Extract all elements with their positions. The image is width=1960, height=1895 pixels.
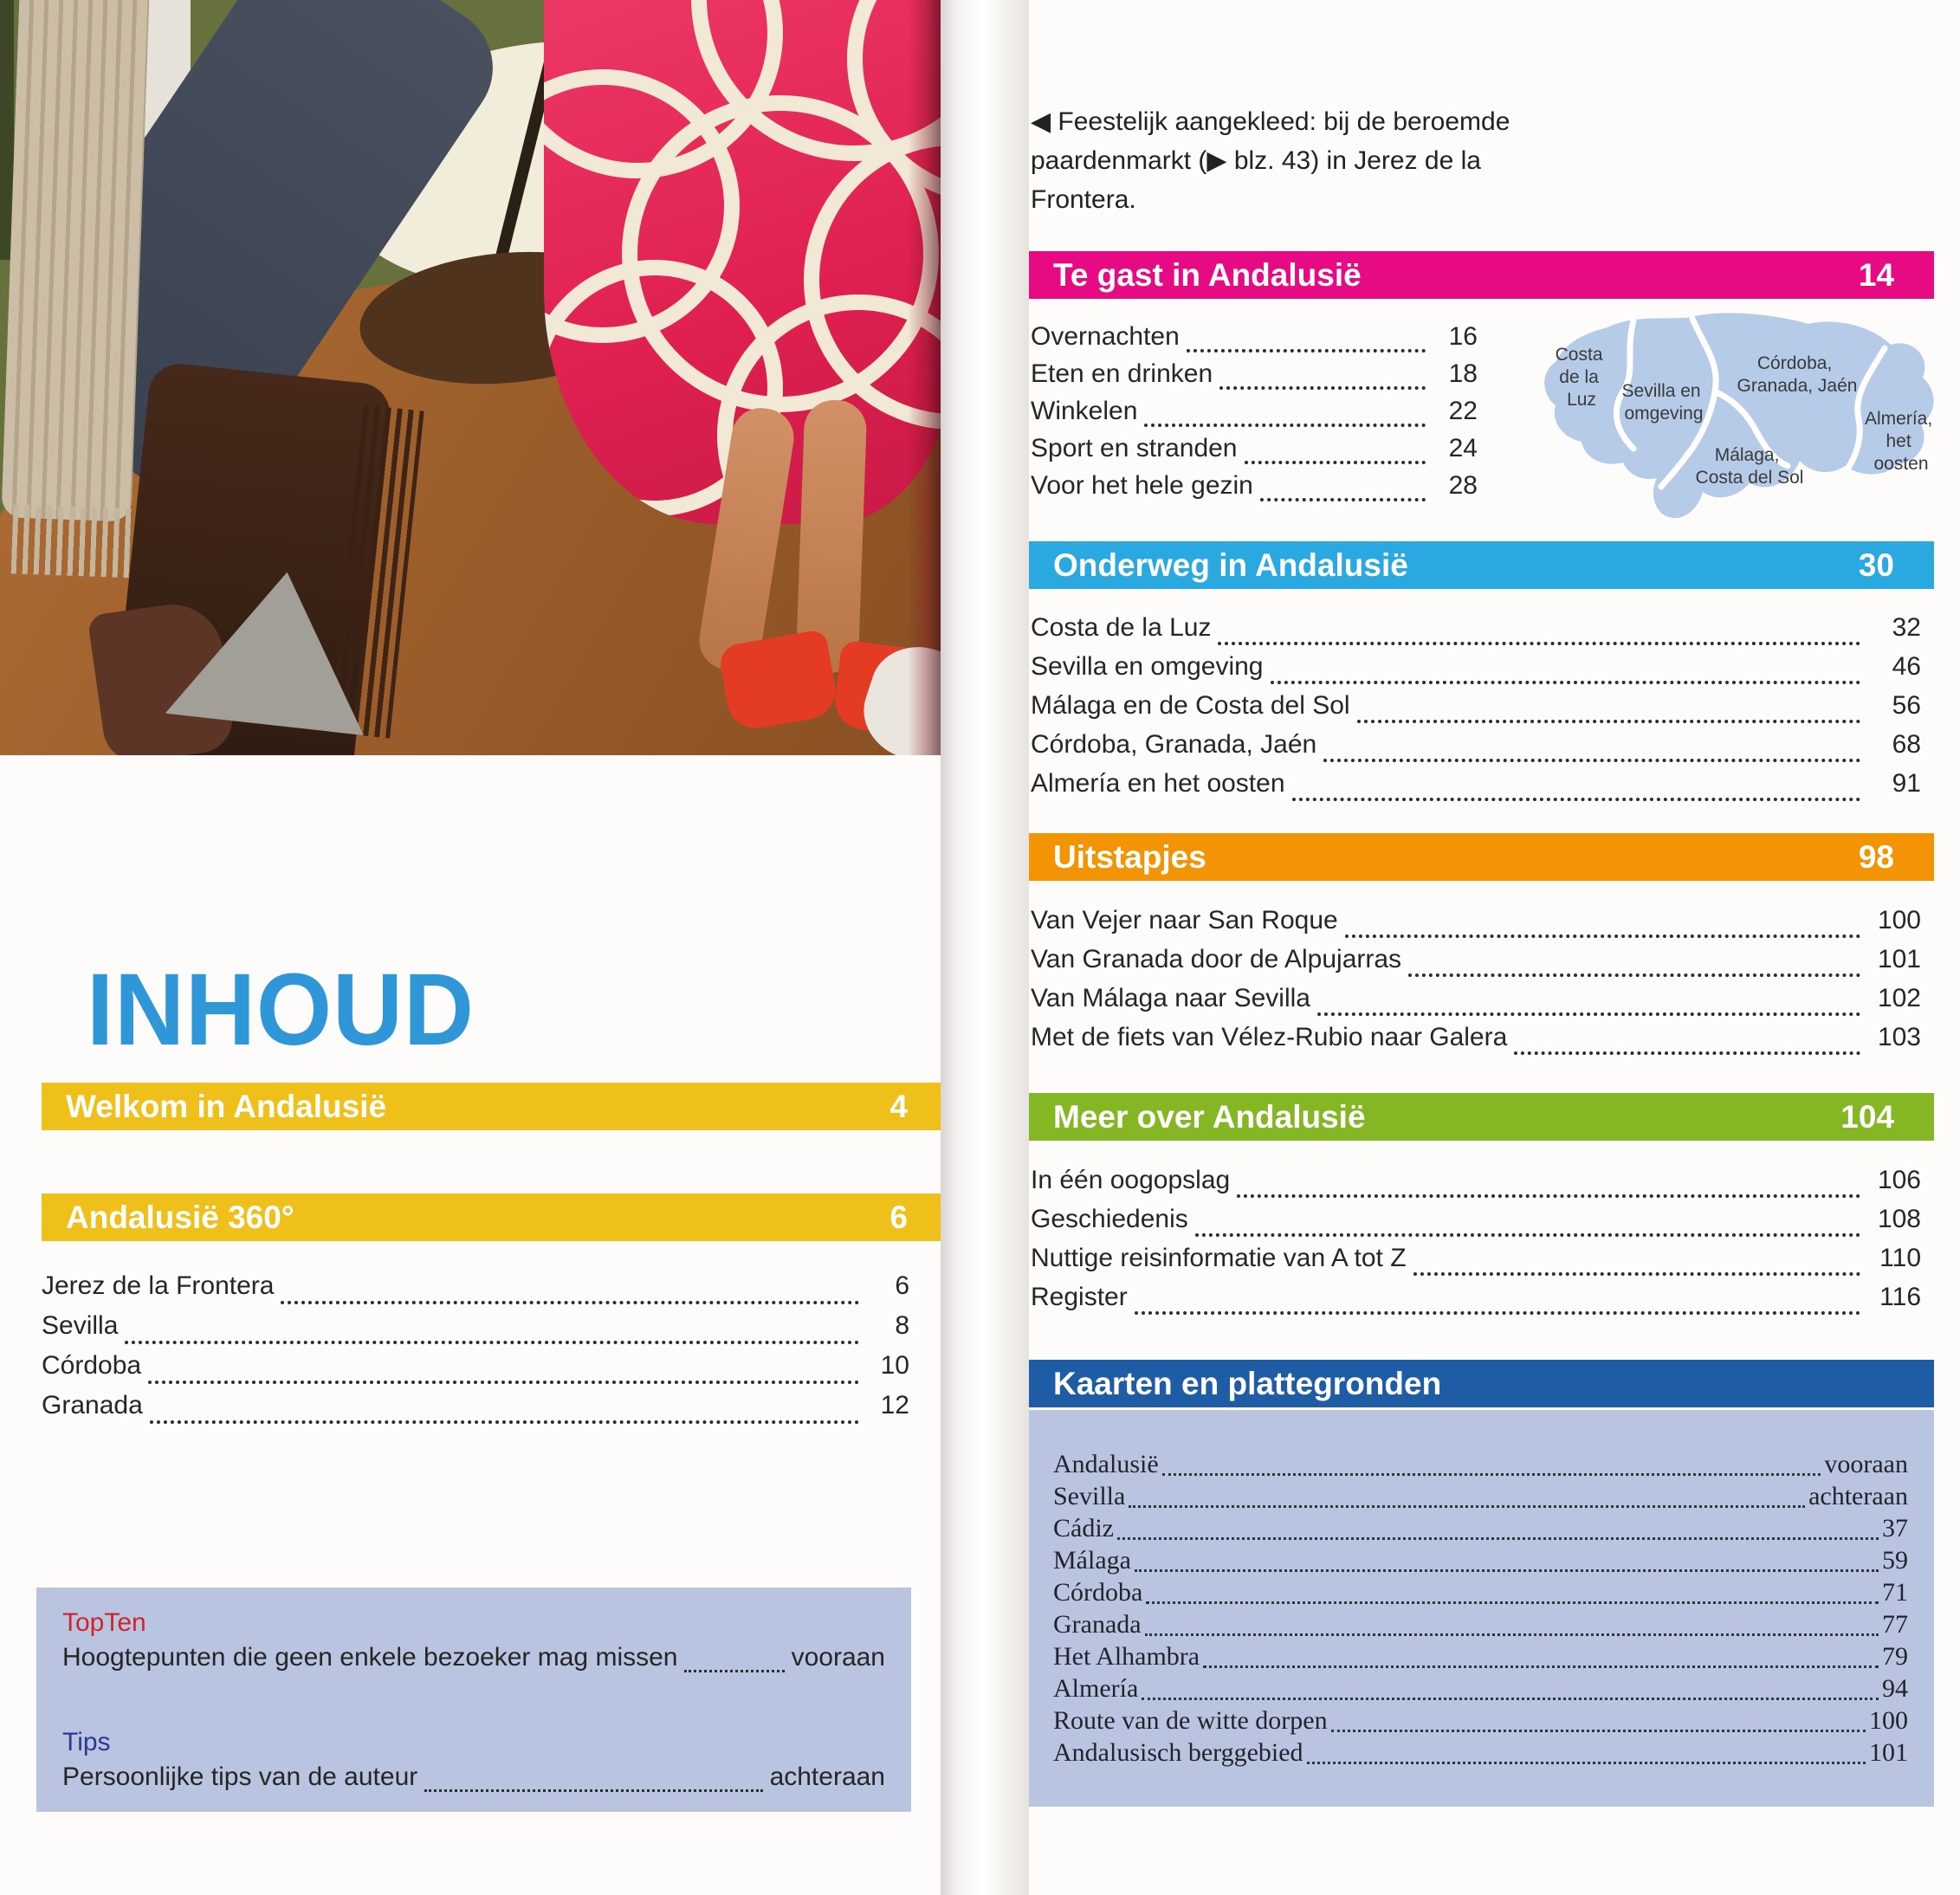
section-bar-kaarten — [1029, 1360, 1934, 1407]
toc-page: 32 — [1892, 613, 1921, 642]
toc-page: 79 — [1882, 1642, 1908, 1671]
toc-uitstapjes — [1031, 906, 1921, 1062]
toc-page: 18 — [1448, 359, 1478, 388]
toc-label: Andalusisch berggebied — [1053, 1738, 1303, 1767]
toc-label: Geschiedenis — [1031, 1205, 1188, 1233]
andalusia-region-map — [1531, 312, 1957, 532]
toc-label: Winkelen — [1031, 397, 1138, 425]
toc-label: Almería en het oosten — [1031, 769, 1285, 798]
caption-line: Frontera. — [1031, 185, 1136, 214]
dot-leader — [1219, 386, 1426, 390]
toc-row — [1031, 1205, 1921, 1244]
caption-line: paardenmarkt (▶ blz. 43) in Jerez de la — [1031, 146, 1481, 175]
toc-page: 100 — [1869, 1706, 1908, 1735]
toc-te-gast — [1031, 322, 1478, 508]
toc-page: 59 — [1882, 1546, 1908, 1575]
kaarten-box — [1029, 1410, 1934, 1807]
toc-row — [1053, 1610, 1908, 1642]
caption-line: ◀ Feestelijk aangekleed: bij de beroemde — [1031, 107, 1510, 136]
dot-leader — [1514, 1051, 1860, 1055]
toc-page: 77 — [1882, 1610, 1908, 1639]
toc-label: Sevilla — [42, 1311, 119, 1340]
dot-leader — [1345, 935, 1860, 938]
dot-leader — [1292, 798, 1860, 801]
toc-page: 46 — [1892, 652, 1921, 681]
dot-leader — [1135, 1311, 1860, 1315]
toc-page: 71 — [1882, 1578, 1908, 1607]
map-region-label: Almería, het oosten — [1864, 409, 1933, 474]
toc-page: 68 — [1892, 730, 1921, 759]
toc-label: Almería — [1053, 1674, 1139, 1703]
toc-label: Granada — [42, 1391, 143, 1420]
toc-label: Van Málaga naar Sevilla — [1031, 984, 1310, 1012]
toc-page: 6 — [895, 1271, 909, 1300]
toc-page: 101 — [1869, 1738, 1908, 1767]
toc-label: Eten en drinken — [1031, 359, 1213, 388]
toc-label: Málaga en de Costa del Sol — [1031, 691, 1350, 720]
toc-page: 94 — [1882, 1674, 1908, 1703]
section-bar-title: Welkom in Andalusië — [66, 1088, 387, 1124]
toc-page: 110 — [1879, 1244, 1921, 1272]
dot-leader — [1307, 1762, 1866, 1764]
toc-row — [1031, 730, 1921, 769]
dot-leader — [1260, 498, 1426, 501]
toc-row — [1031, 652, 1921, 691]
dot-leader — [1145, 1633, 1879, 1636]
toc-page: 108 — [1877, 1205, 1921, 1233]
toc-label: Het Alhambra — [1053, 1642, 1200, 1671]
dot-leader — [1413, 1272, 1860, 1276]
toc-page: 116 — [1879, 1283, 1921, 1311]
toc-row — [1053, 1514, 1908, 1546]
toc-label: Van Granada door de Alpujarras — [1031, 945, 1402, 973]
section-bar-title: Onderweg in Andalusië — [1053, 547, 1408, 583]
section-bar-page: 98 — [1858, 838, 1894, 875]
toc-label: Van Vejer naar San Roque — [1031, 906, 1338, 935]
dot-leader — [1218, 642, 1860, 645]
toc-label: Sevilla en omgeving — [1031, 652, 1264, 681]
toc-row — [1053, 1642, 1908, 1674]
toc-label: Córdoba, Granada, Jaén — [1031, 730, 1317, 759]
dot-leader — [1237, 1194, 1860, 1198]
toc-label: Voor het hele gezin — [1031, 471, 1253, 500]
toc-row — [1031, 906, 1921, 945]
toc-page: 12 — [880, 1391, 909, 1420]
map-region-label: Málaga, Costa del Sol — [1695, 445, 1804, 488]
section-bar-title: Uitstapjes — [1053, 838, 1206, 875]
toc-page: 101 — [1877, 945, 1921, 973]
dot-leader — [1271, 681, 1861, 684]
dot-leader — [1331, 1730, 1866, 1732]
toc-label: Register — [1031, 1283, 1128, 1311]
toc-page: 28 — [1448, 471, 1478, 500]
toc-label: Costa de la Luz — [1031, 613, 1212, 642]
dot-leader — [1408, 973, 1860, 977]
toc-page: 106 — [1877, 1166, 1921, 1194]
dot-leader — [1245, 461, 1426, 464]
toc-row — [1053, 1706, 1908, 1738]
toc-label: Met de fiets van Vélez-Rubio naar Galera — [1031, 1023, 1508, 1051]
toc-row — [1031, 434, 1478, 471]
toc-row — [1031, 359, 1478, 397]
dot-leader — [1317, 1012, 1860, 1016]
toc-page: 56 — [1892, 691, 1921, 720]
toc-label: Córdoba — [1053, 1578, 1143, 1607]
toc-label: In één oogopslag — [1031, 1166, 1231, 1194]
toc-page: 24 — [1448, 434, 1478, 462]
toc-row — [1053, 1450, 1908, 1482]
toc-row — [1053, 1578, 1908, 1610]
dot-leader — [1162, 1473, 1821, 1476]
section-bar-title: Te gast in Andalusië — [1053, 256, 1362, 293]
section-bar-page: 4 — [889, 1088, 908, 1124]
toc-row — [1031, 613, 1921, 652]
toc-page: vooraan — [1824, 1450, 1908, 1478]
toc-row — [1031, 691, 1921, 730]
toc-page: achteraan — [769, 1762, 885, 1791]
toc-page: 16 — [1448, 322, 1478, 351]
toc-row — [1031, 984, 1921, 1023]
section-bar-page: 14 — [1858, 256, 1894, 293]
toc-label: Nuttige reisinformatie van A tot Z — [1031, 1244, 1407, 1272]
toc-row — [1053, 1738, 1908, 1770]
toc-row — [1053, 1674, 1908, 1706]
toc-row — [1031, 322, 1478, 359]
section-bar-page: 104 — [1840, 1098, 1894, 1135]
toc-row — [1031, 1166, 1921, 1205]
dot-leader — [1187, 349, 1426, 352]
tips-label: Tips — [62, 1728, 111, 1756]
toc-row — [1031, 945, 1921, 984]
dot-leader — [1144, 424, 1426, 427]
dot-leader — [1146, 1601, 1879, 1604]
toc-label: Hoogtepunten die geen enkele bezoeker mag missen — [62, 1643, 678, 1672]
section-bar-te-gast — [1029, 251, 1934, 299]
toc-label: Persoonlijke tips van de auteur — [62, 1762, 418, 1791]
section-bar-page: 6 — [889, 1199, 908, 1235]
map-region-label: Sevilla en omgeving — [1621, 381, 1704, 424]
section-bar-title: Andalusië 360° — [66, 1199, 294, 1235]
toc-row — [1031, 769, 1921, 808]
toc-page: 102 — [1877, 984, 1921, 1012]
toc-label: Andalusië — [1053, 1450, 1159, 1478]
toc-page: 91 — [1892, 769, 1921, 798]
toc-label: Sevilla — [1053, 1482, 1126, 1510]
photo-caption — [1031, 102, 1516, 219]
toc-meer-over — [1031, 1166, 1921, 1322]
toc-row — [1053, 1546, 1908, 1578]
dot-leader — [1142, 1698, 1879, 1700]
toc-label: Route van de witte dorpen — [1053, 1706, 1328, 1735]
toc-row — [1053, 1482, 1908, 1514]
dot-leader — [1135, 1569, 1879, 1572]
toc-page: achteraan — [1808, 1482, 1908, 1510]
toc-label: Córdoba — [42, 1351, 142, 1380]
section-bar-meer-over — [1029, 1093, 1934, 1141]
dot-leader — [1129, 1505, 1805, 1508]
toc-page: 37 — [1882, 1514, 1908, 1543]
map-region-label: Córdoba, Granada, Jaén — [1737, 353, 1858, 396]
toc-label: Jerez de la Frontera — [42, 1271, 275, 1300]
toc-onderweg — [1031, 613, 1921, 808]
section-bar-title: Kaarten en plattegronden — [1053, 1365, 1442, 1401]
section-bar-onderweg — [1029, 541, 1934, 589]
section-bar-uitstapjes — [1029, 833, 1934, 881]
page-title: INHOUD — [87, 953, 475, 1067]
toc-label: Granada — [1053, 1610, 1142, 1639]
toc-page: 103 — [1877, 1023, 1921, 1051]
toc-label: Sport en stranden — [1031, 434, 1238, 462]
dot-leader — [1357, 720, 1860, 723]
section-bar-title: Meer over Andalusië — [1053, 1098, 1366, 1135]
toc-row — [1031, 1244, 1921, 1283]
topten-label: TopTen — [62, 1608, 146, 1637]
toc-label: Cádiz — [1053, 1514, 1114, 1543]
toc-page: 100 — [1877, 906, 1921, 935]
toc-page: 10 — [880, 1351, 909, 1380]
dot-leader — [1323, 759, 1860, 762]
toc-row — [1031, 471, 1478, 508]
toc-page: 8 — [895, 1311, 909, 1340]
map-region-label: Costa de la Luz — [1555, 345, 1603, 410]
toc-row — [1031, 397, 1478, 434]
toc-page: 22 — [1448, 397, 1478, 425]
dot-leader — [1195, 1233, 1860, 1237]
toc-label: Overnachten — [1031, 322, 1180, 351]
section-bar-page: 30 — [1858, 547, 1894, 583]
toc-label: Málaga — [1053, 1546, 1131, 1575]
toc-row — [1031, 1023, 1921, 1062]
dot-leader — [1117, 1537, 1879, 1540]
dot-leader — [1203, 1665, 1879, 1668]
toc-page: vooraan — [791, 1643, 885, 1672]
toc-row — [1031, 1283, 1921, 1322]
